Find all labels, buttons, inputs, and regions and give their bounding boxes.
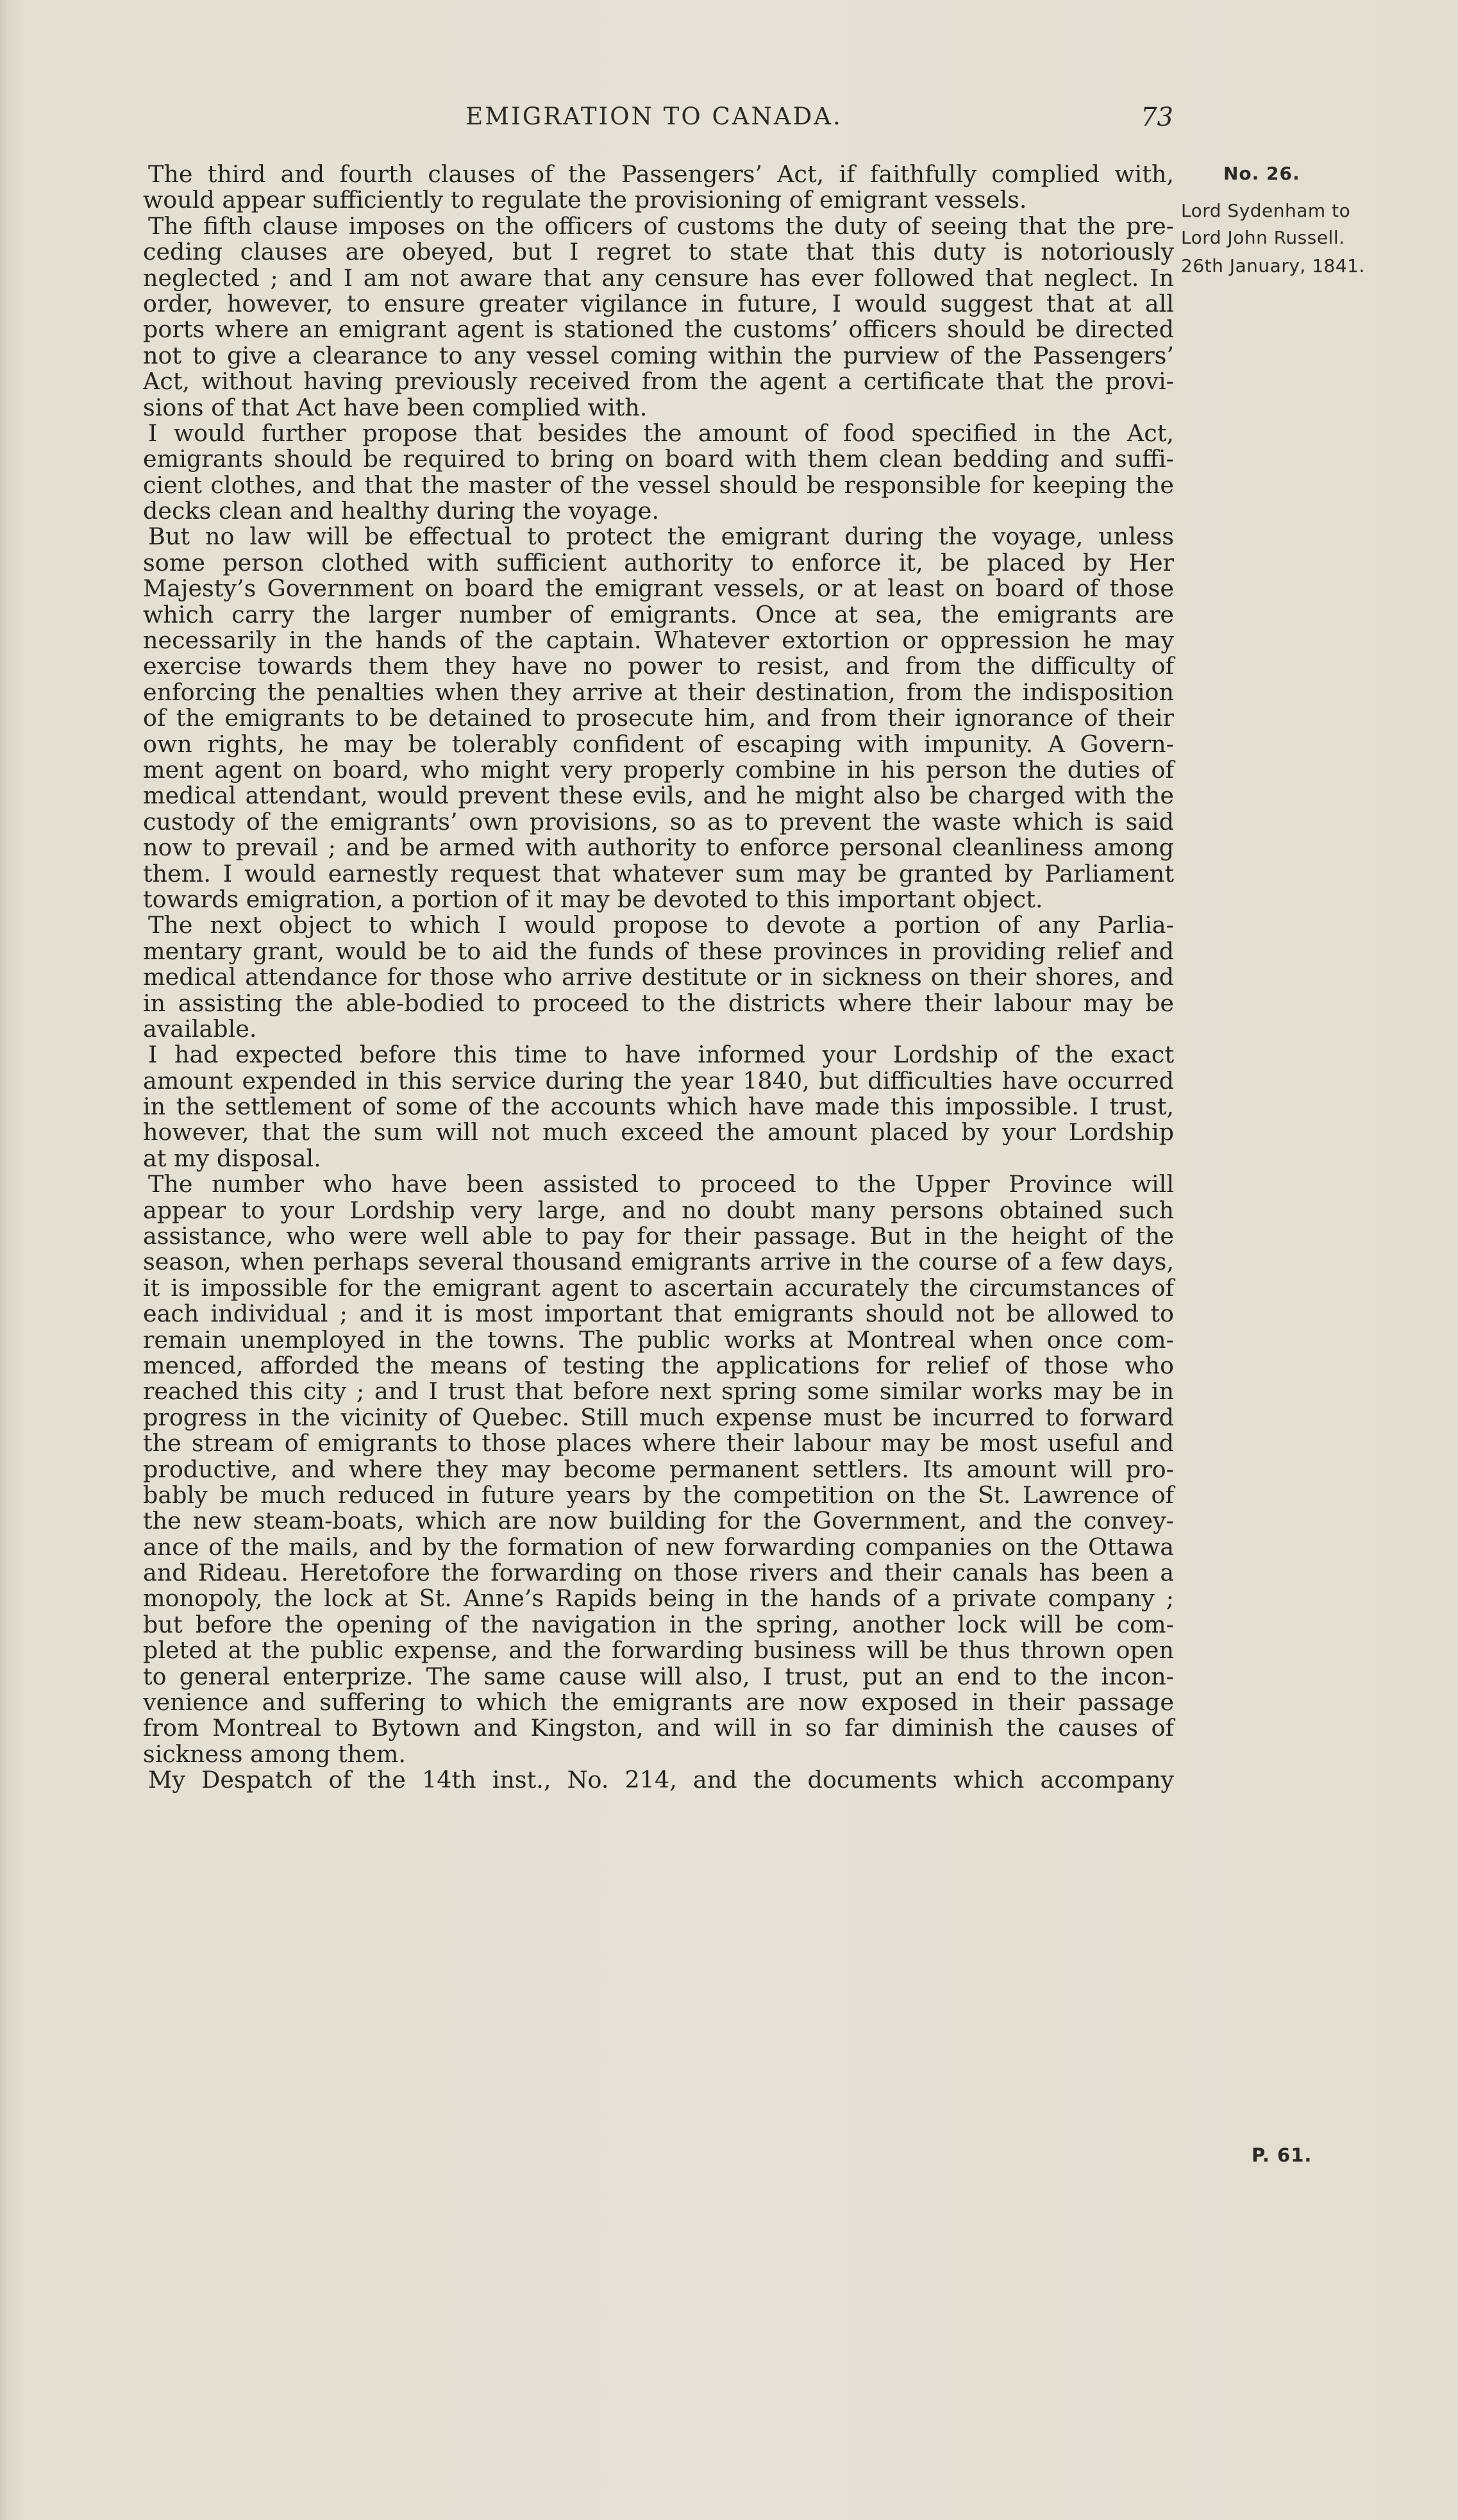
text-line: The fifth clause imposes on the officers of customs the duty of seeing that the pre- [148, 212, 1174, 240]
text-line: in the settlement of some of the accounts which have made this impossible. I trust, [143, 1093, 1174, 1121]
text-line: however, that the sum will not much exceed the amount placed by your Lordship [143, 1118, 1174, 1147]
text-line: menced, afforded the means of testing the applications for relief of those who [143, 1351, 1174, 1379]
text-line: season, when perhaps several thousand emigrants arrive in the course of a few days, [143, 1248, 1174, 1276]
text-line: monopoly, the lock at St. Anne’s Rapids being in the hands of a private company ; [143, 1584, 1174, 1613]
text-line: emigrants should be required to bring on board with them clean bedding and suffi- [143, 445, 1174, 473]
text-line: ports where an emigrant agent is stationed the customs’ officers should be directed [143, 315, 1174, 344]
text-line: cient clothes, and that the master of the vessel should be responsible for keeping the [143, 471, 1174, 499]
text-line: remain unemployed in the towns. The public works at Montreal when once com- [143, 1325, 1174, 1354]
text-line: appear to your Lordship very large, and no doubt many persons obtained such [143, 1196, 1174, 1224]
text-line: Act, without having previously received from the agent a certificate that the provi- [143, 367, 1174, 396]
text-line: now to prevail ; and be armed with authority to enforce personal cleanliness among [143, 834, 1174, 862]
text-line: The next object to which I would propose to devote a portion of any Parlia- [148, 911, 1174, 939]
sidenote-recipient: Lord John Russell. [1181, 227, 1345, 248]
text-line: reached this city ; and I trust that before next spring some similar works may be in [143, 1377, 1174, 1406]
text-line: productive, and where they may become permanent settlers. Its amount will pro- [143, 1455, 1174, 1483]
text-line: the stream of emigrants to those places where their labour may be most useful and [143, 1429, 1174, 1457]
text-line: The third and fourth clauses of the Passengers’ Act, if faithfully complied with, [148, 160, 1174, 188]
page-header [0, 103, 1458, 141]
text-line: in assisting the able-bodied to proceed to the districts where their labour may be [143, 989, 1174, 1017]
page-number: 73 [1141, 103, 1173, 132]
text-line: The number who have been assisted to proceed to the Upper Province will [148, 1170, 1174, 1198]
text-line: to general enterprize. The same cause will also, I trust, put an end to the incon- [143, 1662, 1174, 1690]
text-line: medical attendant, would prevent these evils, and he might also be charged with the [143, 782, 1174, 810]
text-line: ceding clauses are obeyed, but I regret to state that this duty is notoriously [143, 238, 1174, 266]
text-line: some person clothed with sufficient authority to enforce it, be placed by Her [143, 548, 1174, 576]
text-line: enforcing the penalties when they arrive at their destination, from the indisposition [143, 678, 1174, 706]
sidenote-from-to: Lord Sydenham to [1181, 200, 1351, 221]
text-line: But no law will be effectual to protect the emigrant during the voyage, unless [148, 523, 1174, 551]
text-line: ance of the mails, and by the formation of new forwarding companies on the Ottawa [143, 1533, 1174, 1561]
text-line: progress in the vicinity of Quebec. Still much expense must be incurred to forward [143, 1403, 1174, 1431]
text-line: ment agent on board, who might very properly combine in his person the duties of [143, 755, 1174, 784]
text-line: amount expended in this service during the year 1840, but difficulties have occurred [143, 1066, 1174, 1095]
text-line: at my disposal. [143, 1144, 321, 1172]
text-line: I would further propose that besides the amount of food specified in the Act, [148, 419, 1174, 447]
text-line: and Rideau. Heretofore the forwarding on those rivers and their canals has been a [143, 1559, 1174, 1587]
text-line: assistance, who were well able to pay for their passage. But in the height of the [143, 1222, 1174, 1250]
text-line: the new steam-boats, which are now building for the Government, and the convey- [143, 1507, 1174, 1535]
text-line: them. I would earnestly request that whatever sum may be granted by Parliament [143, 859, 1174, 887]
text-line: towards emigration, a portion of it may be devoted to this important object. [143, 885, 1043, 913]
text-line: custody of the emigrants’ own provisions, so as to prevent the waste which is said [143, 807, 1174, 836]
text-line: it is impossible for the emigrant agent to ascertain accurately the circumstances of [143, 1273, 1174, 1302]
text-line: I had expected before this time to have informed your Lordship of the exact [148, 1041, 1174, 1069]
text-line: medical attendance for those who arrive destitute or in sickness on their shores, and [143, 963, 1174, 991]
text-line: sickness among them. [143, 1740, 406, 1768]
text-line: sions of that Act have been complied with. [143, 393, 648, 421]
text-line: neglected ; and I am not aware that any censure has ever followed that neglect. In [143, 264, 1174, 292]
text-line: pleted at the public expense, and the forwarding business will be thus thrown open [143, 1636, 1174, 1665]
sidenote-page-ref: P. 61. [1252, 2144, 1312, 2166]
text-line: venience and suffering to which the emigrants are now exposed in their passage [143, 1688, 1174, 1717]
text-line: but before the opening of the navigation in the spring, another lock will be com- [143, 1610, 1174, 1638]
text-line: own rights, he may be tolerably confident of escaping with impunity. A Govern- [143, 730, 1174, 758]
text-line: bably be much reduced in future years by the competition on the St. Lawrence of [143, 1481, 1174, 1509]
text-line: would appear sufficiently to regulate the provisioning of emigrant vessels. [143, 186, 1027, 214]
sidenote-doc-number: No. 26. [1223, 163, 1300, 184]
text-line: order, however, to ensure greater vigilance in future, I would suggest that at all [143, 289, 1174, 317]
text-line: from Montreal to Bytown and Kingston, and will in so far diminish the causes of [143, 1714, 1174, 1742]
text-line: exercise towards them they have no power to resist, and from the difficulty of [143, 652, 1174, 680]
sidenote-date: 26th January, 1841. [1181, 255, 1365, 276]
body-text [143, 162, 1174, 1793]
text-line: Majesty’s Government on board the emigrant vessels, or at least on board of those [143, 575, 1174, 603]
text-line: decks clean and healthy during the voyage. [143, 497, 660, 525]
text-line: each individual ; and it is most important that emigrants should not be allowed to [143, 1300, 1174, 1328]
text-line: My Despatch of the 14th inst., No. 214, and the documents which accompany [148, 1766, 1174, 1794]
text-line: which carry the larger number of emigrants. Once at sea, the emigrants are [143, 600, 1174, 628]
text-line: necessarily in the hands of the captain. Whatever extortion or oppression he may [143, 626, 1174, 655]
text-line: available. [143, 1014, 257, 1043]
text-line: of the emigrants to be detained to prosecute him, and from their ignorance of their [143, 704, 1174, 732]
running-title: EMIGRATION TO CANADA. [465, 103, 842, 130]
text-line: mentary grant, would be to aid the funds of these provinces in providing relief and [143, 937, 1174, 965]
text-line: not to give a clearance to any vessel coming within the purview of the Passengers’ [143, 341, 1174, 369]
